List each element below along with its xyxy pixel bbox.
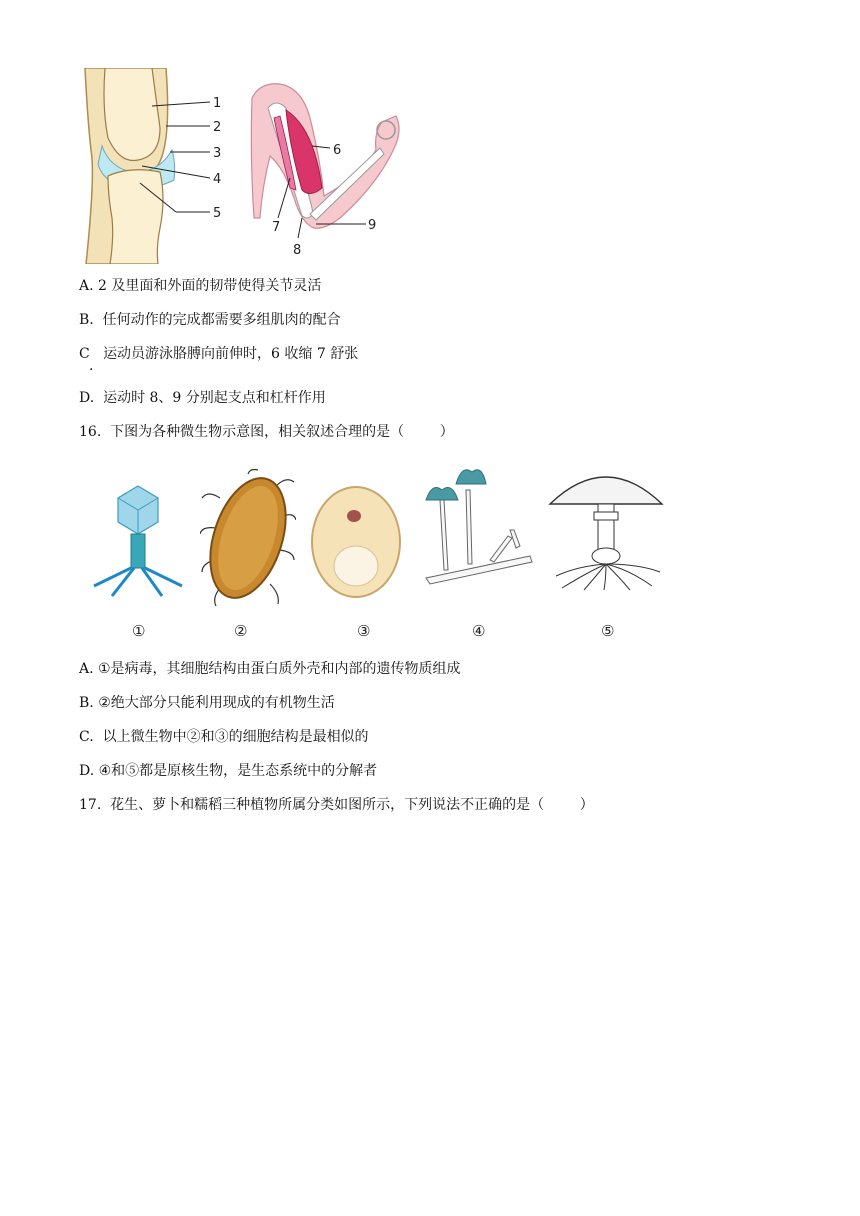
joint-label-2: 2 bbox=[213, 120, 222, 135]
figure-label-5: ⑤ bbox=[601, 622, 615, 640]
bacteriophage-illustration bbox=[90, 482, 186, 598]
arm-label-7: 7 bbox=[272, 220, 281, 235]
joint-label-1: 1 bbox=[213, 96, 222, 111]
figure-label-2: ② bbox=[234, 622, 248, 640]
joint-label-4: 4 bbox=[213, 172, 222, 187]
q16-option-d: D. ④和⑤都是原核生物，是生态系统中的分解者 bbox=[79, 763, 378, 779]
arm-label-9: 9 bbox=[368, 218, 377, 233]
stray-dot: . bbox=[89, 358, 94, 374]
q16-stem: 16. 下图为各种微生物示意图，相关叙述合理的是（ ） bbox=[79, 424, 454, 440]
mold-illustration bbox=[420, 460, 540, 590]
joint-label-5: 5 bbox=[213, 206, 222, 221]
bacterium-illustration bbox=[200, 468, 296, 608]
q16-option-b: B. ②绝大部分只能利用现成的有机物生活 bbox=[79, 695, 335, 711]
figure-label-1: ① bbox=[132, 622, 146, 640]
joint-label-3: 3 bbox=[213, 146, 222, 161]
mushroom-illustration bbox=[548, 460, 664, 592]
joint-diagram bbox=[80, 68, 240, 264]
q15-option-b: B. 任何动作的完成都需要多组肌肉的配合 bbox=[79, 312, 341, 328]
arm-label-8: 8 bbox=[293, 243, 302, 256]
yeast-cell-illustration bbox=[308, 484, 404, 600]
q15-option-d: D. 运动时 8、9 分别起支点和杠杆作用 bbox=[79, 390, 326, 406]
arm-muscle-diagram bbox=[250, 78, 410, 256]
q16-option-c: C. 以上微生物中②和③的细胞结构是最相似的 bbox=[79, 729, 369, 745]
arm-label-6: 6 bbox=[333, 143, 342, 158]
q15-option-a: A. 2 及里面和外面的韧带使得关节灵活 bbox=[79, 278, 322, 294]
q16-option-a: A. ①是病毒，其细胞结构由蛋白质外壳和内部的遗传物质组成 bbox=[79, 661, 461, 677]
q15-option-c: C 运动员游泳胳膊向前伸时，6 收缩 7 舒张 bbox=[79, 346, 359, 362]
figure-label-4: ④ bbox=[472, 622, 486, 640]
figure-label-3: ③ bbox=[357, 622, 371, 640]
q17-stem: 17. 花生、萝卜和糯稻三种植物所属分类如图所示，下列说法不正确的是（ ） bbox=[79, 797, 594, 813]
